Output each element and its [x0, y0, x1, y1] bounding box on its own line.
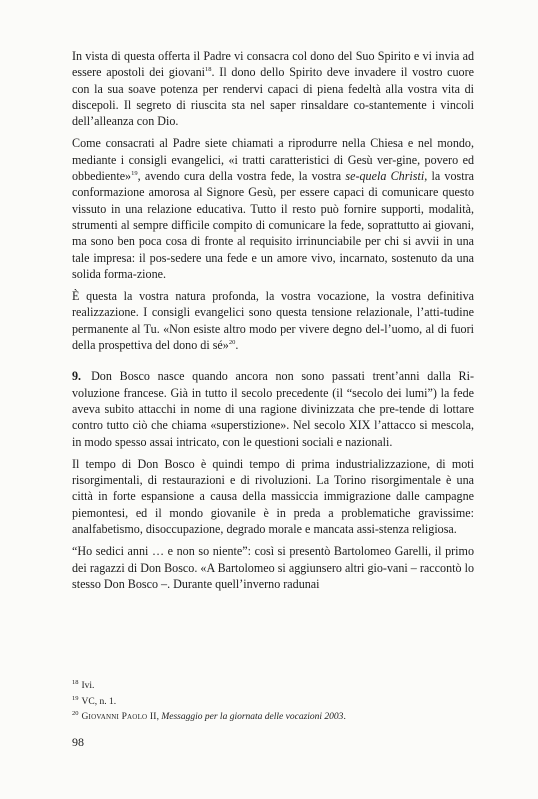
paragraph	[72, 48, 474, 129]
text-run: È questa la vostra natura profonda, la vostra vocazione, la vostra definitiva realizzazione. I consigli evangelici sono questa tensione relazionale, l’atti-tudine permanente al Tu. «Non esiste altro modo per vivere degno del-l’uomo, al di fuori della prospettiva del dono di sé»	[72, 289, 474, 353]
italic-text: se-quela Christi	[345, 169, 425, 184]
section-paragraph	[72, 368, 474, 449]
text-run: , la vostra conformazione amorosa al Signore Gesù, per essere capaci di comunicare questo vissuto in una relazione educativa. Tutto il resto può fornire supporti, modalità, strumenti al sempre difficile compito di comunicare la fede, soprattutto ai giovani, ma sono ben poca cosa di fronte al requisito irrinunciabile per chi si avvii in una tale impresa: il pos-sedere una fede e un amore vivo, incarnato, sostenuto da una solida forma-zione.	[72, 169, 474, 281]
text-run: In vista di questa offerta il Padre vi consacra col dono del Suo Spirito e vi invia ad essere apostoli dei giovani	[72, 49, 474, 80]
footnotes	[72, 677, 474, 724]
text-run: , avendo cura della vostra fede, la vostra	[137, 169, 346, 184]
footnote-ref: 20	[228, 339, 236, 347]
footnote-end: .	[343, 712, 346, 722]
paragraph	[72, 135, 474, 282]
footnote-title: Messaggio per la giornata delle vocazioni 2003	[161, 712, 344, 722]
footnote	[72, 677, 474, 693]
footnote-number: 18	[72, 679, 79, 686]
text-run: Come consacrati al Padre siete chiamati a riprodurre nella Chiesa e nel mondo, mediante i consigli evangelici, «i tratti caratteristici di Gesù ver-gine, povero ed obbediente»	[72, 136, 474, 184]
text-run: .	[235, 338, 239, 353]
paragraph	[72, 456, 474, 537]
footnote-text: VC, n. 1.	[81, 696, 117, 707]
text-run: Il tempo di Don Bosco è quindi tempo di prima industrializzazione, di moti risorgimentali, di restaurazioni e di rivoluzioni. La Torino risorgimentale è una città in forte espansione a causa della massiccia immigrazione dalle campagne piemontesi, ed il mondo giovanile è in preda a problematiche gravissime: analfabetismo, disoccupazione, degrado morale e mancata assi-stenza religiosa.	[72, 456, 474, 537]
text-run: . Il dono dello Spirito deve invadere il vostro cuore con la sua soave potenza per rendervi capaci di piena fedeltà alla vostra vita di discepoli. Il segreto di riuscita sta nel saper rinsaldare co-stantemente i vincoli dell’alleanza con Dio.	[72, 65, 474, 129]
footnote-text: Ivi.	[81, 681, 95, 691]
page-number: 98	[72, 735, 84, 749]
section-number: 9.	[72, 369, 82, 384]
footnote: $^{20}$ Giovanni Paolo II, Messaggio per la giornata delle vocazioni 2003.	[72, 710, 346, 722]
footnote-ref: 19	[131, 170, 138, 178]
footnote-ref: 18	[205, 66, 212, 74]
text-run: “Ho sedici anni … e non so niente”: così si presentò Bartolomeo Garelli, il primo dei ragazzi di Don Bosco. «A Bartolomeo si aggiunsero altri gio-vani – raccontò lo stesso Don Bosco –. Durante quell’inverno radunai	[72, 544, 474, 591]
footnote-number: 19	[72, 694, 79, 702]
paragraph	[72, 288, 474, 353]
footnote-author: Giovanni Paolo II	[81, 712, 157, 722]
page-body	[72, 48, 474, 592]
footnote-number: 20	[72, 710, 79, 717]
text-run: Don Bosco nasce quando ancora non sono passati trent’anni dalla Ri-voluzione francese. Già in tutto il secolo precedente (il “secolo dei lumi”) la fede aveva subito attacchi in nome di una ragione divinizzata che pre-tende di lottare contro tutto ciò che chiama «superstizione». Nel secolo XIX l’attacco si mescola, in modo spesso assai intricato, con le questioni sociali e nazionali.	[72, 369, 474, 449]
footnote	[72, 693, 474, 709]
paragraph	[72, 543, 474, 592]
